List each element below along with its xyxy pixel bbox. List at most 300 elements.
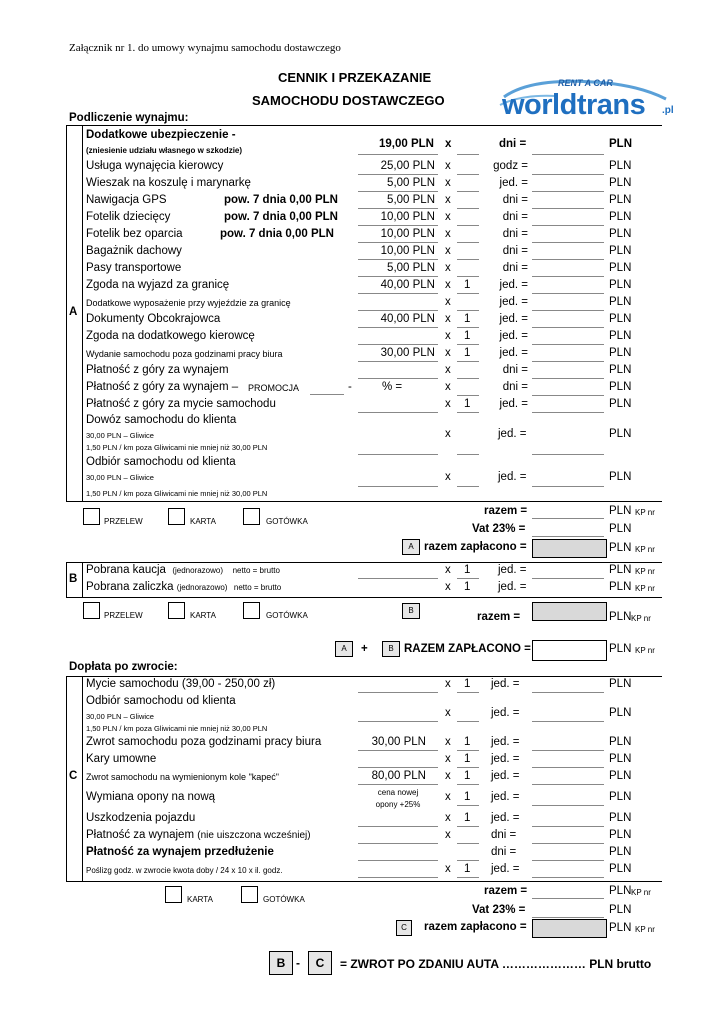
row-a-unit: dni = [502,245,528,257]
row-c-total-line [532,784,604,785]
payment-a-transfer-checkbox[interactable] [83,508,100,525]
row-c-x: x [445,707,451,719]
row-c-unit: jed. = [491,736,520,748]
row-c-label: Odbiór samochodu od klienta [86,695,236,707]
delivery-pln: PLN [609,428,632,440]
row-c-price-line [358,826,438,827]
row-a-price: 10,00 PLN [380,211,435,223]
payment-b-cash-label: GOTÓWKA [266,611,308,620]
promo-line [310,394,344,395]
row-a-pln: PLN [609,245,632,257]
row-a-x: x [445,330,451,342]
row-c-pln: PLN [609,753,632,765]
deposit-unit: jed. = [498,564,527,576]
row-a-qty-line [457,361,479,362]
row-a-x: x [445,194,451,206]
section-a-sum-kp: KP nr [635,508,655,517]
row-c-price: 80,00 PLN [371,770,426,782]
row-c-pln: PLN [609,829,632,841]
section-b-sum-field[interactable] [532,602,607,621]
annex-note: Załącznik nr 1. do umowy wynajmu samochodu dostawczego [69,42,341,54]
row-a-pln: PLN [609,160,632,172]
payment-b-transfer-label: PRZELEW [104,611,143,620]
row-a-price-line [358,327,438,328]
c-pickup-rate-km: 1,50 PLN / km poza Gliwicami nie mniej niż 30,00 PLN [86,724,268,733]
row-a-pln: PLN [609,177,632,189]
section-a-vat-label: Vat 23% = [472,523,526,535]
row-c-unit: dni = [491,829,517,841]
row-c-label: Kary umowne [86,753,157,765]
row-a-x: x [445,279,451,291]
row-a-x: x [445,177,451,189]
payment-b-cash-checkbox[interactable] [243,602,260,619]
row-c-price-line [358,721,438,722]
row-a-pln: PLN [609,194,632,206]
row-c-x: x [445,812,451,824]
pickup-pln: PLN [609,471,632,483]
row-a-note: pow. 7 dnia 0,00 PLN [224,194,338,206]
row-a-label: Wieszak na koszulę i marynarkę [86,177,251,189]
row-a-label: Dodatkowe wyposażenie przy wyjeździe za granicę [86,298,291,308]
row-c-total-line [532,805,604,806]
addon-label: Dodatkowe ubezpieczenie - [86,129,236,141]
addon-sublabel: (zniesienie udziału własnego w szkodzie) [86,146,243,155]
row-a-total-line [532,310,604,311]
section-a-paid-kp: KP nr [635,545,655,554]
section-a-sum-label: razem = [484,505,528,517]
row-c-unit: dni = [491,846,517,858]
row-a-label: Dokumenty Obcokrajowca [86,313,221,325]
row-c-qty-line [457,784,479,785]
row-c-qty: 1 [464,753,471,765]
row-c-total-line [532,767,604,768]
row-a-price: 40,00 PLN [380,313,435,325]
row-a-label: Fotelik bez oparcia [86,228,183,240]
section-c-paid-pln: PLN [609,922,632,934]
total-tag-b: B [382,641,400,657]
row-c-price: 30,00 PLN [371,736,426,748]
advance-x: x [445,581,451,593]
row-c-unit: jed. = [491,707,520,719]
row-a-x: x [445,398,451,410]
row-a-price-line [358,225,438,226]
section-c-sum-label: razem = [484,885,528,897]
page-title: CENNIK I PRZEKAZANIE [278,70,432,85]
row-a-price-line [358,361,438,362]
row-c-x: x [445,829,451,841]
row-a-x: x [445,262,451,274]
row-a-qty-line [457,293,479,294]
row-c-pln: PLN [609,863,632,875]
row-a-unit: dni = [502,211,528,223]
row-c-x: x [445,770,451,782]
row-a-total-line [532,361,604,362]
section-a-paid-field[interactable] [532,539,607,558]
row-c-pln: PLN [609,678,632,690]
delivery-x: x [445,428,451,440]
row-c-price-line [358,877,438,878]
row-c-label: Zwrot samochodu na wymienionym kole "kapeć" [86,772,279,782]
row-a-pln: PLN [609,228,632,240]
section-b-sum-kp: KP nr [631,614,651,623]
row-a-price: 5,00 PLN [387,194,435,206]
section-c-sum-kp: KP nr [631,888,651,897]
row-a-x: x [445,211,451,223]
row-a-label: Wydanie samochodu poza godzinami pracy biura [86,349,283,359]
row-a-unit: jed. = [499,177,528,189]
row-c-price-line [358,750,438,751]
row-a-label: Bagażnik dachowy [86,245,182,257]
row-a-total-line [532,327,604,328]
row-c-pln: PLN [609,846,632,858]
row-a-price-line [358,412,438,413]
advance-qty: 1 [464,581,471,593]
row-a-qty-line [457,208,479,209]
row-a-total-line [532,378,604,379]
row-a-label: Zgoda na dodatkowego kierowcę [86,330,255,342]
addon-x: x [445,138,452,150]
row-c-total-line [532,860,604,861]
addon-total-line [532,154,604,155]
section-c-vat-pln: PLN [609,904,632,916]
total-tag-a: A [335,641,353,657]
pickup-rate-city: 30,00 PLN – Gliwice [86,473,154,482]
row-a-total-line [532,293,604,294]
row-c-label: Mycie samochodu (39,00 - 250,00 zł) [86,678,276,690]
total-paid-label: RAZEM ZAPŁACONO = [404,643,531,655]
row-a-total-line [532,412,604,413]
section-b-sum-label: razem = [477,611,521,623]
row-c-x: x [445,863,451,875]
deposit-pln: PLN [609,564,632,576]
row-c-price-line [358,860,438,861]
row-a-price: 40,00 PLN [380,279,435,291]
row-a-unit: dni = [502,381,528,393]
total-plus: + [361,643,368,655]
row-a-unit: jed. = [499,398,528,410]
row-a-total-line [532,276,604,277]
row-a-unit: dni = [502,262,528,274]
payment-c-card-label: KARTA [187,895,213,904]
row-c-pln: PLN [609,791,632,803]
row-c-total-line [532,750,604,751]
deposit-kp: KP nr [635,567,655,576]
row-a-qty-line [457,412,479,413]
row-a-x: x [445,347,451,359]
section-c-letter: C [69,770,78,782]
row-c-total-line [532,692,604,693]
row-c-x: x [445,736,451,748]
section-a-letter: A [69,306,78,318]
row-a-price-line [358,293,438,294]
row-a-pln: PLN [609,330,632,342]
row-c-qty-line [457,767,479,768]
deposit-qty: 1 [464,564,471,576]
row-a-qty-line [457,344,479,345]
section-c-paid-field[interactable] [532,919,607,938]
section-b-letter: B [69,573,78,585]
row-a-pln: PLN [609,279,632,291]
row-c-pln: PLN [609,707,632,719]
logo-tagline: RENT A CAR [558,78,613,88]
row-a-label: Pasy transportowe [86,262,182,274]
row-a-qty-line [457,378,479,379]
row-a-price-line [358,276,438,277]
delivery-rate-km: 1,50 PLN / km poza Gliwicami nie mniej niż 30,00 PLN [86,443,268,452]
section-a-tag: A [402,539,420,555]
addon-price-line [358,154,438,155]
row-a-qty: 1 [464,330,471,342]
row-a-pln: PLN [609,347,632,359]
row-c-label: Zwrot samochodu poza godzinami pracy biura [86,736,322,748]
row-c-qty-line [457,826,479,827]
row-a-qty-line [457,259,479,260]
row-a-total-line [532,344,604,345]
row-a-x: x [445,160,451,172]
row-c-unit: jed. = [491,678,520,690]
final-tag-c: C [308,951,332,975]
section-b-tag: B [402,603,420,619]
row-a-unit: dni = [502,364,528,376]
row-a-pln: PLN [609,364,632,376]
row-a-total-line [532,225,604,226]
payment-a-cash-label: GOTÓWKA [266,517,308,526]
row-a-price-line [358,259,438,260]
row-a-unit: jed. = [499,296,528,308]
row-a-total-line [532,174,604,175]
row-a-price-line [358,310,438,311]
row-c-price-line [358,767,438,768]
row-a-pln: PLN [609,262,632,274]
payment-c-cash-label: GOTÓWKA [263,895,305,904]
row-a-price: 5,00 PLN [387,262,435,274]
row-c-qty: 1 [464,812,471,824]
advance-label: Pobrana zaliczka (jednorazowo) netto = brutto [86,581,282,593]
tire-price-note: cena nowej opony +25% [375,788,421,809]
advance-pln: PLN [609,581,632,593]
payment-a-cash-checkbox[interactable] [243,508,260,525]
row-a-price-line [358,208,438,209]
row-a-note: pow. 7 dnia 0,00 PLN [224,211,338,223]
row-c-price-line [358,692,438,693]
row-c-qty-line [457,750,479,751]
row-a-x: x [445,313,451,325]
section-c-sum-pln: PLN [609,885,632,897]
row-a-unit: dni = [502,194,528,206]
pickup-x: x [445,471,451,483]
row-a-unit: jed. = [499,279,528,291]
section-a-heading: Podliczenie wynajmu: [69,112,189,124]
row-a-price-line [358,242,438,243]
payment-a-card-checkbox[interactable] [168,508,185,525]
row-a-qty: 1 [464,313,471,325]
row-c-pln: PLN [609,736,632,748]
row-c-x: x [445,753,451,765]
row-a-unit: dni = [502,228,528,240]
advance-unit: jed. = [498,581,527,593]
row-a-price-line [358,191,438,192]
row-c-price-line [358,843,438,844]
addon-price: 19,00 PLN [379,138,434,150]
row-c-qty: 1 [464,770,471,782]
row-a-x: x [445,364,451,376]
row-a-qty-line [457,225,479,226]
row-c-label: Poślizg godz. w zwrocie kwota doby / 24 x 10 x il. godz. [86,866,283,875]
row-a-x: x [445,381,451,393]
final-tag-b: B [269,951,293,975]
row-c-qty: 1 [464,736,471,748]
logo-wordmark: worldtrans [502,89,646,121]
payment-a-transfer-label: PRZELEW [104,517,143,526]
row-a-total-line [532,208,604,209]
row-a-label: Fotelik dziecięcy [86,211,171,223]
addon-unit: dni = [499,138,527,150]
payment-b-card-label: KARTA [190,611,216,620]
row-a-qty: 1 [464,347,471,359]
row-a-pln: PLN [609,313,632,325]
row-a-x: x [445,245,451,257]
row-a-label: Płatność z góry za wynajem – [86,381,239,393]
row-c-unit: jed. = [491,753,520,765]
section-c-heading: Dopłata po zwrocie: [69,661,178,673]
row-c-pln: PLN [609,770,632,782]
row-c-label: Płatność za wynajem przedłużenie [86,846,274,858]
row-a-qty: 1 [464,279,471,291]
payment-a-card-label: KARTA [190,517,216,526]
row-a-note: pow. 7 dnia 0,00 PLN [220,228,334,240]
page-subtitle: SAMOCHODU DOSTAWCZEGO [252,93,445,108]
row-a-unit: godz = [493,160,528,172]
row-a-price: 10,00 PLN [380,228,435,240]
row-c-x: x [445,791,451,803]
total-paid-field[interactable] [532,640,607,661]
row-a-price: 5,00 PLN [387,177,435,189]
deposit-x: x [445,564,451,576]
row-a-pln: PLN [609,381,632,393]
row-c-total-line [532,877,604,878]
pickup-unit: jed. = [498,471,527,483]
row-a-label: Nawigacja GPS [86,194,167,206]
logo-suffix: .pl [662,105,674,116]
delivery-rate-city: 30,00 PLN – Gliwice [86,431,154,440]
row-a-qty-line [457,242,479,243]
final-return-line: = ZWROT PO ZDANIU AUTA ………………… PLN brutto [340,957,652,971]
row-c-qty-line [457,860,479,861]
row-a-pln: PLN [609,296,632,308]
payment-c-card-checkbox[interactable] [165,886,182,903]
row-a-price-line [358,378,438,379]
delivery-unit: jed. = [498,428,527,440]
row-c-unit: jed. = [491,791,520,803]
row-c-label: Płatność za wynajem (nie uiszczona wcześniej) [86,829,311,841]
section-a-sum-pln: PLN [609,505,632,517]
company-logo [496,75,682,125]
row-c-qty-line [457,877,479,878]
row-c-total-line [532,826,604,827]
row-c-unit: jed. = [491,770,520,782]
row-c-total-line [532,721,604,722]
c-pickup-rate-city: 30,00 PLN – Gliwice [86,712,154,721]
row-a-label: Zgoda na wyjazd za granicę [86,279,230,291]
row-a-x: x [445,228,451,240]
row-c-total-line [532,843,604,844]
row-a-price: 30,00 PLN [380,347,435,359]
row-a-qty-line [457,174,479,175]
row-a-qty-line [457,191,479,192]
row-a-unit: jed. = [499,313,528,325]
row-c-unit: jed. = [491,863,520,875]
pickup-label: Odbiór samochodu od klienta [86,456,236,468]
row-a-promo: PROMOCJA [248,383,300,393]
row-c-pln: PLN [609,812,632,824]
section-b-sum-pln: PLN [609,611,632,623]
row-a-price: 25,00 PLN [380,160,435,172]
row-a-total-line [532,259,604,260]
total-kp: KP nr [635,646,655,655]
section-a-paid-pln: PLN [609,542,632,554]
row-a-x: x [445,296,451,308]
row-c-qty: 1 [464,791,471,803]
row-a-unit: jed. = [499,330,528,342]
section-c-vat-label: Vat 23% = [472,904,526,916]
row-c-label: Wymiana opony na nową [86,791,216,803]
row-c-qty: 1 [464,863,471,875]
row-a-price-line [358,344,438,345]
row-a-price-line [358,174,438,175]
addon-qty-line [457,154,479,155]
row-a-label: Płatność z góry za wynajem [86,364,229,376]
row-c-qty: 1 [464,678,471,690]
deposit-label: Pobrana kaucja (jednorazowo) netto = brutto [86,564,280,576]
section-c-paid-kp: KP nr [635,925,655,934]
row-a-pct: % = [382,381,403,393]
row-c-qty-line [457,805,479,806]
row-a-label: Płatność z góry za mycie samochodu [86,398,276,410]
row-c-unit: jed. = [491,812,520,824]
row-a-pln: PLN [609,211,632,223]
section-c-paid-label: razem zapłacono = [424,921,527,933]
addon-pln: PLN [609,138,632,150]
advance-kp: KP nr [635,584,655,593]
row-a-total-line [532,395,604,396]
payment-b-card-checkbox[interactable] [168,602,185,619]
payment-c-cash-checkbox[interactable] [241,886,258,903]
row-c-qty-line [457,692,479,693]
row-a-qty: 1 [464,398,471,410]
section-a-vat-pln: PLN [609,523,632,535]
row-a-price: 10,00 PLN [380,245,435,257]
row-c-label: Uszkodzenia pojazdu [86,812,196,824]
total-pln: PLN [609,643,632,655]
row-a-label: Usługa wynajęcia kierowcy [86,160,224,172]
row-c-x: x [445,678,451,690]
pickup-rate-km: 1,50 PLN / km poza Gliwicami nie mniej niż 30,00 PLN [86,489,268,498]
payment-b-transfer-checkbox[interactable] [83,602,100,619]
section-a-paid-label: razem zapłacono = [424,541,527,553]
row-c-price-line [358,784,438,785]
row-a-qty-line [457,276,479,277]
row-a-dash: - [348,381,352,393]
final-minus: - [296,956,300,970]
delivery-label: Dowóz samochodu do klienta [86,414,237,426]
row-a-total-line [532,242,604,243]
row-a-qty-line [457,395,479,396]
row-a-qty-line [457,310,479,311]
row-c-qty-line [457,721,479,722]
row-a-total-line [532,191,604,192]
row-a-pln: PLN [609,398,632,410]
row-c-qty-line [457,843,479,844]
